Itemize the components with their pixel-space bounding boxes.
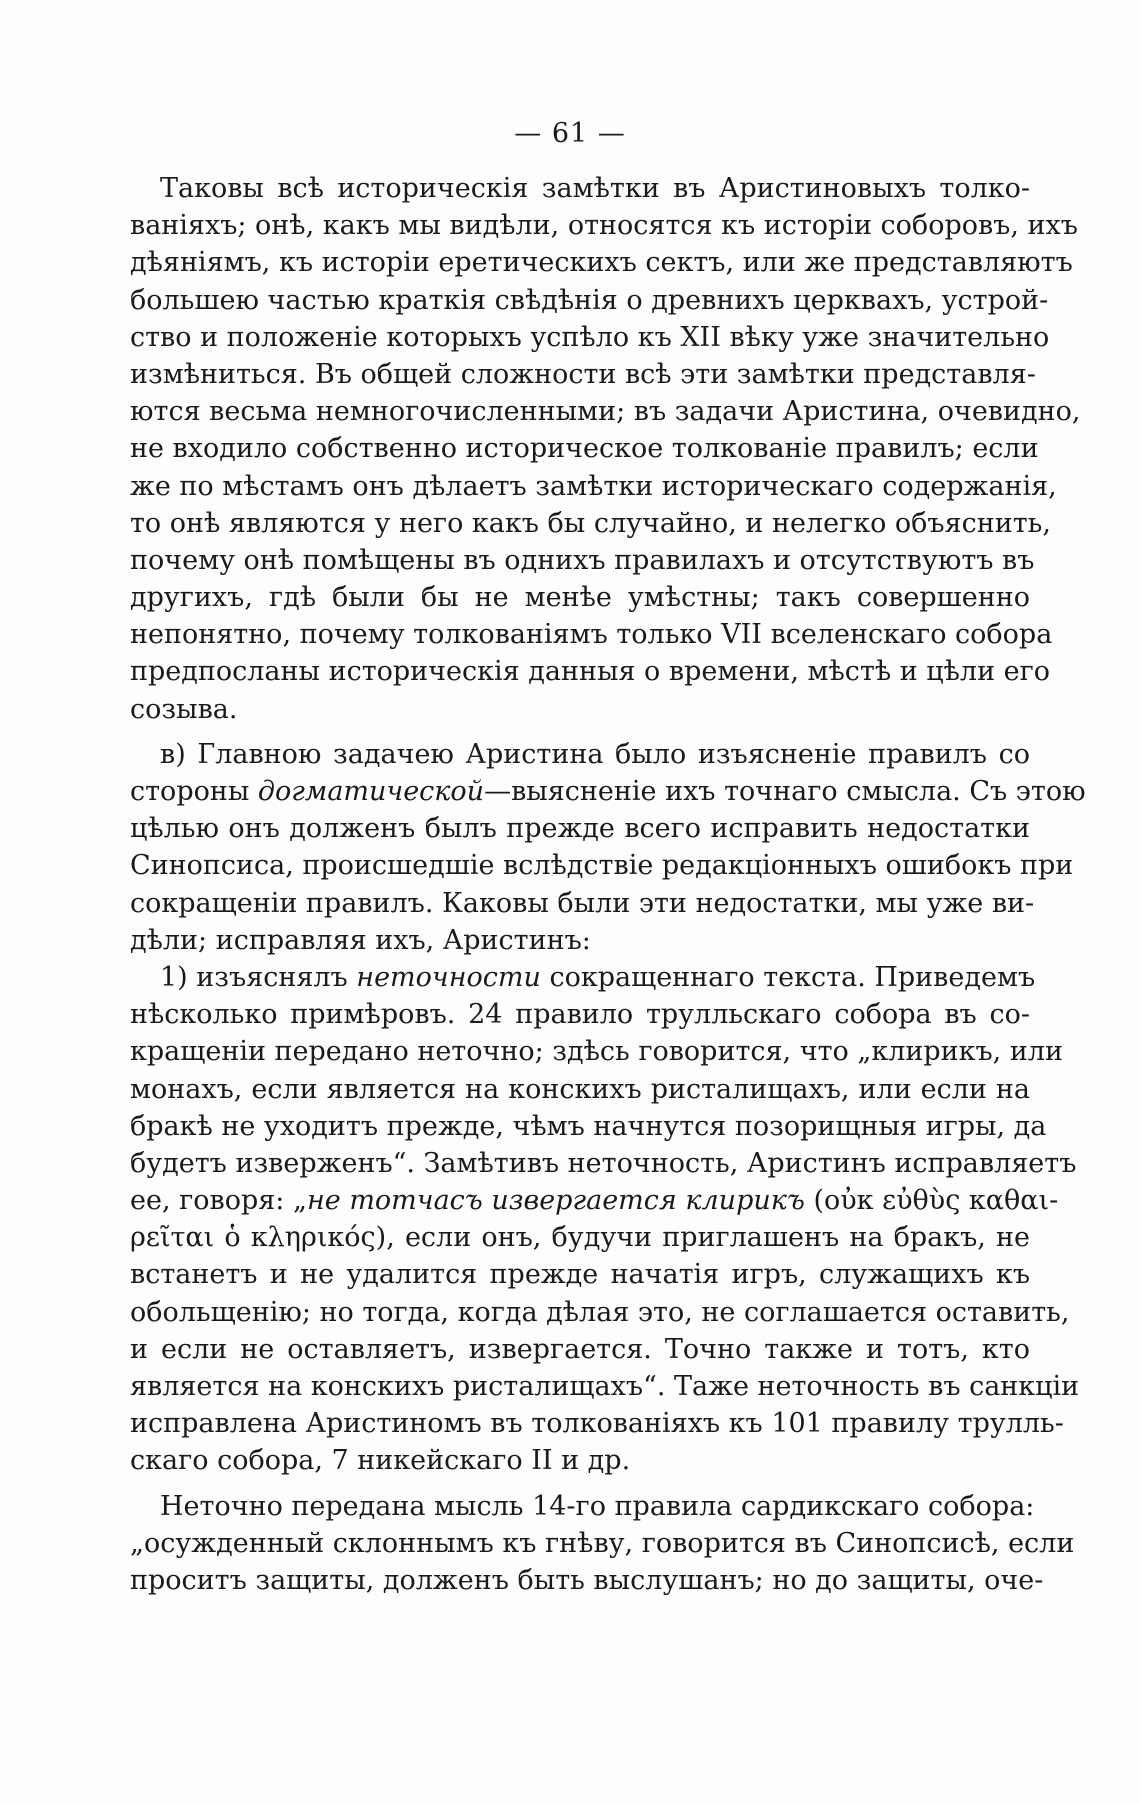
text-run: 1) изъяснялъ [160,961,357,993]
text-line [130,1145,1077,1182]
paragraph-gap [130,1480,1030,1488]
text-line [130,505,1051,542]
text-run: кращеніи передано неточно; здѣсь говорится, что „клирикъ, или [130,1036,1063,1068]
text-run: дѣяніямъ, къ исторіи еретическихъ сектъ, или же представляютъ [130,247,1073,279]
text-run: проситъ защиты, долженъ быть выслушанъ; но до защиты, оче- [130,1564,1044,1596]
text-line [130,356,1036,393]
text-run: нѣсколько примѣровъ. 24 правило трулльскаго собора въ со- [130,999,1030,1031]
text-run: непонятно, почему толкованіямъ только VII вселенскаго собора [130,619,1053,651]
text-run: ваніяхъ; онѣ, какъ мы видѣли, относятся къ исторіи соборовъ, ихъ [130,210,1078,242]
text-line [130,282,1049,319]
text-line [130,1256,1030,1293]
text-run: встанетъ и не удалится прежде начатія игръ, служащихъ къ [130,1259,1030,1291]
text-line [130,773,1086,810]
text-line [130,170,1030,207]
text-line [130,810,1030,847]
text-run: почему онѣ помѣщены въ однихъ правилахъ и отсутствуютъ въ [130,544,1035,576]
text-run: большею частью краткія свѣдѣнія о древнихъ церквахъ, устрой- [130,284,1049,316]
text-run: (οὐκ εὐθὺς καθαι- [804,1185,1059,1217]
text-run: же по мѣстамъ онъ дѣлаетъ замѣтки историческаго содержанія, [130,470,1057,502]
text-line [130,244,1073,281]
body-text [130,170,1086,1599]
italic-phrase: догматической [257,776,485,807]
text-line [130,1488,1035,1525]
text-run: предпосланы историческія данныя о времени, мѣстѣ и цѣли его [130,656,1051,688]
text-run: является на конскихъ ристалищахъ“. Таже неточность въ санкціи [130,1371,1080,1402]
text-line [130,393,1081,430]
text-run: ее, говоря: „ [130,1185,307,1217]
text-line [130,1331,1030,1368]
text-line [130,616,1053,653]
text-run: дѣли; исправляя ихъ, Аристинъ: [130,924,591,956]
text-line [130,430,1039,467]
text-line [130,319,1050,356]
text-line [130,468,1057,505]
text-line [130,1108,1047,1145]
text-line [130,922,1030,959]
text-run: и если не оставляетъ, извергается. Точно также и тотъ, кто [130,1333,1030,1365]
text-line [130,1294,1070,1331]
text-line [130,653,1051,690]
text-run: обольщенію; но тогда, когда дѣлая это, не соглашается оставить, [130,1296,1070,1328]
text-run: скаго собора, 7 никейскаго II и др. [130,1445,631,1477]
text-line [130,996,1030,1033]
text-run: Неточно передана мысль 14-го правила сардикскаго собора: [160,1490,1035,1522]
text-run: сокращеніи правилъ. Каковы были эти недостатки, мы уже ви- [130,887,1035,919]
text-line [130,579,1030,616]
text-line [130,1219,1030,1256]
text-line [130,1562,1044,1599]
text-run: цѣлью онъ долженъ былъ прежде всего исправить недостатки [130,813,1030,845]
text-line [130,1405,1064,1442]
text-run: созыва. [130,693,238,725]
text-line [130,1368,1080,1405]
text-run: Таковы всѣ историческія замѣтки въ Аристиновыхъ толко- [160,173,1030,204]
text-line [130,1182,1059,1219]
text-line [130,847,1074,884]
text-run: Синопсиса, происшедшіе вслѣдствіе редакціонныхъ ошибокъ при [130,850,1074,882]
text-line [130,736,1030,773]
text-line [130,691,1030,728]
text-line [130,542,1035,579]
text-run: исправлена Аристиномъ въ толкованіяхъ къ 101 правилу трулль- [130,1408,1064,1440]
text-line [130,1525,1075,1562]
text-run: ρεῖται ὁ κληρικός), если онъ, будучи приглашенъ на бракъ, не [130,1222,1030,1254]
text-run: „осужденный склоннымъ къ гнѣву, говорится въ Синопсисѣ, если [130,1527,1075,1559]
text-run: ство и положеніе которыхъ успѣло къ XII вѣку уже значительно [130,321,1050,353]
italic-phrase: неточности [356,961,541,993]
text-run: в) Главною задачею Аристина было изъясненіе правилъ со [160,738,1030,770]
text-line [130,207,1078,244]
text-line [130,885,1035,922]
text-run: стороны [130,776,258,807]
text-line [130,959,1036,996]
text-line [130,1033,1063,1070]
page-number: — 61 — [514,118,626,149]
text-run: то онѣ являются у него какъ бы случайно, и нелегко объяснить, [130,507,1051,539]
text-run: ются весьма немногочисленными; въ задачи Аристина, очевидно, [130,396,1081,428]
text-run: сокращеннаго текста. Приведемъ [540,961,1036,993]
paragraph-gap [130,728,1030,736]
text-run: бракѣ не уходитъ прежде, чѣмъ начнутся позорищныя игры, да [130,1110,1047,1142]
text-run: другихъ, гдѣ были бы не менѣе умѣстны; такъ совершенно [130,582,1030,614]
text-run: —выясненіе ихъ точнаго смысла. Съ этою [484,776,1086,807]
text-run: измѣниться. Въ общей сложности всѣ эти замѣтки представля- [130,358,1036,390]
text-run: не входило собственно историческое толкованіе правилъ; если [130,433,1039,465]
text-line [130,1442,1030,1479]
italic-phrase: не тотчасъ извергается клирикъ [306,1185,805,1217]
text-line [130,1071,1030,1108]
text-run: монахъ, если является на конскихъ ристалищахъ, или если на [130,1073,1030,1105]
text-run: будетъ изверженъ“. Замѣтивъ неточность, Аристинъ исправляетъ [130,1147,1077,1179]
